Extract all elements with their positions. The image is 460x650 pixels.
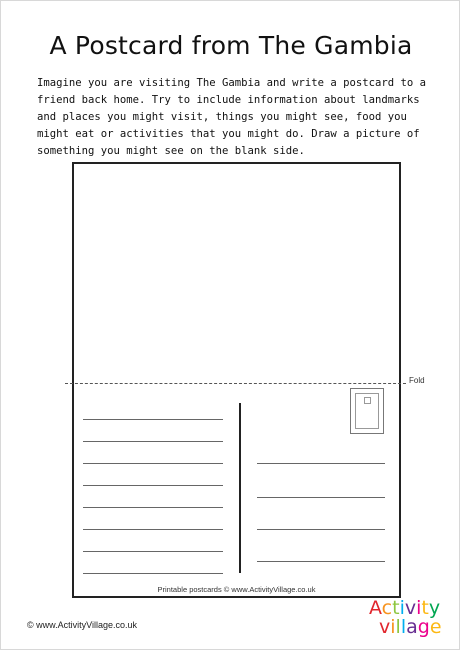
- logo-letter: v: [404, 597, 417, 619]
- logo-letter: l: [400, 616, 407, 638]
- logo-letter: c: [381, 597, 393, 619]
- address-line: [257, 463, 385, 464]
- message-line: [83, 529, 223, 530]
- message-line: [83, 441, 223, 442]
- logo-letter: i: [399, 597, 405, 619]
- fold-line: [65, 383, 406, 384]
- address-line: [257, 529, 385, 530]
- logo-letter: e: [429, 616, 442, 638]
- message-line: [83, 485, 223, 486]
- page-title: A Postcard from The Gambia: [49, 31, 413, 60]
- address-line: [257, 561, 385, 562]
- logo-letter: g: [417, 616, 430, 638]
- message-line: [83, 463, 223, 464]
- logo-letter: y: [428, 597, 441, 619]
- fold-label: Fold: [409, 376, 425, 385]
- logo-letter: a: [406, 616, 418, 638]
- site-credit: © www.ActivityVillage.co.uk: [27, 620, 138, 630]
- address-line: [257, 497, 385, 498]
- postcard-frame: [72, 162, 401, 598]
- message-line: [83, 507, 223, 508]
- postcard-credit: Printable postcards © www.ActivityVillage.co.uk: [157, 585, 316, 594]
- stamp-box: [350, 388, 384, 434]
- activity-village-logo: [369, 599, 453, 645]
- logo-letter: i: [416, 597, 422, 619]
- logo-letter: v: [379, 616, 391, 638]
- message-line: [83, 551, 223, 552]
- postcard-divider: [239, 403, 241, 573]
- logo-letter: i: [390, 616, 396, 638]
- logo-letter: l: [395, 616, 401, 638]
- logo-letter: A: [369, 597, 382, 619]
- logo-line-2: [369, 618, 453, 637]
- message-line: [83, 573, 223, 574]
- logo-letter: t: [392, 597, 400, 619]
- message-line: [83, 419, 223, 420]
- stamp-emblem-icon: [364, 397, 371, 404]
- logo-letter: t: [421, 597, 429, 619]
- instructions-text: Imagine you are visiting The Gambia and write a postcard to a friend back home. Try to include information about landmarks and places you might visit, things you might see, food you might eat or activities that you might do. Draw a picture of something you might see on the blank side.: [37, 77, 427, 157]
